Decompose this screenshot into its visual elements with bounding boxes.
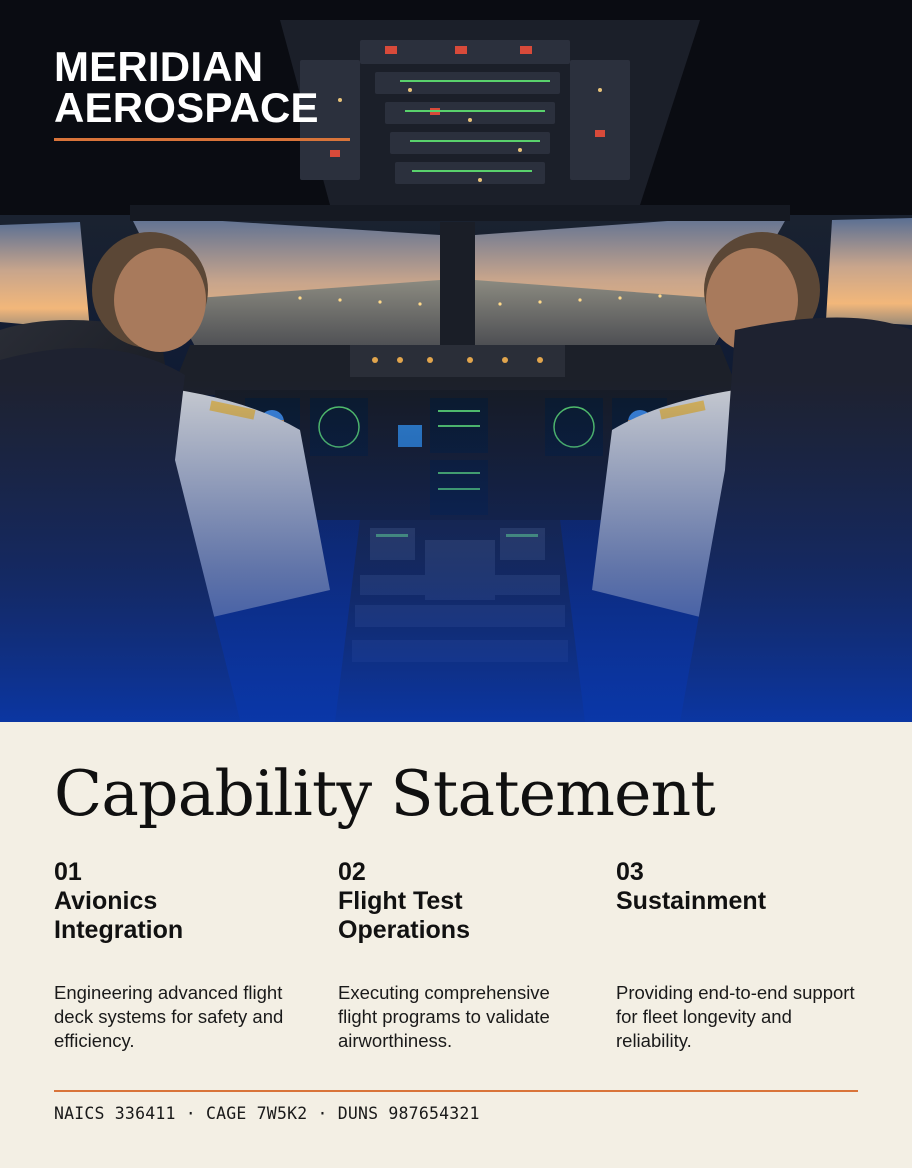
- capability-heading: [338, 887, 588, 945]
- capability-number: 03: [616, 858, 644, 886]
- capability-heading-line: Flight Test: [338, 887, 463, 915]
- capability-heading-line: Sustainment: [616, 887, 767, 915]
- brand-logo: [54, 43, 350, 141]
- capability-heading: [616, 887, 866, 945]
- brand-name-line2: AEROSPACE: [54, 84, 319, 131]
- capability-heading-line: Integration: [54, 916, 184, 944]
- footer-divider: [54, 1090, 858, 1092]
- capability-number: 01: [54, 858, 82, 886]
- capability-heading-line: Avionics: [54, 887, 158, 915]
- capability-column: [616, 858, 866, 1053]
- capability-description: Engineering advanced flight deck systems for safety and efficiency.: [54, 982, 284, 1051]
- page-title: Capability Statement: [54, 757, 715, 830]
- capability-number: 02: [338, 858, 366, 886]
- capability-description: Providing end-to-end support for fleet longevity and reliability.: [616, 982, 855, 1051]
- capability-heading-line: Operations: [338, 916, 470, 944]
- capability-column: [54, 858, 304, 1053]
- capability-description: Executing comprehensive flight programs to validate airworthiness.: [338, 982, 550, 1051]
- capability-heading: [54, 887, 304, 945]
- capability-column: [338, 858, 588, 1053]
- brand-accent-rule: [54, 138, 350, 141]
- footer-codes: NAICS 336411 · CAGE 7W5K2 · DUNS 987654321: [54, 1104, 480, 1123]
- brand-name-line1: MERIDIAN: [54, 43, 264, 90]
